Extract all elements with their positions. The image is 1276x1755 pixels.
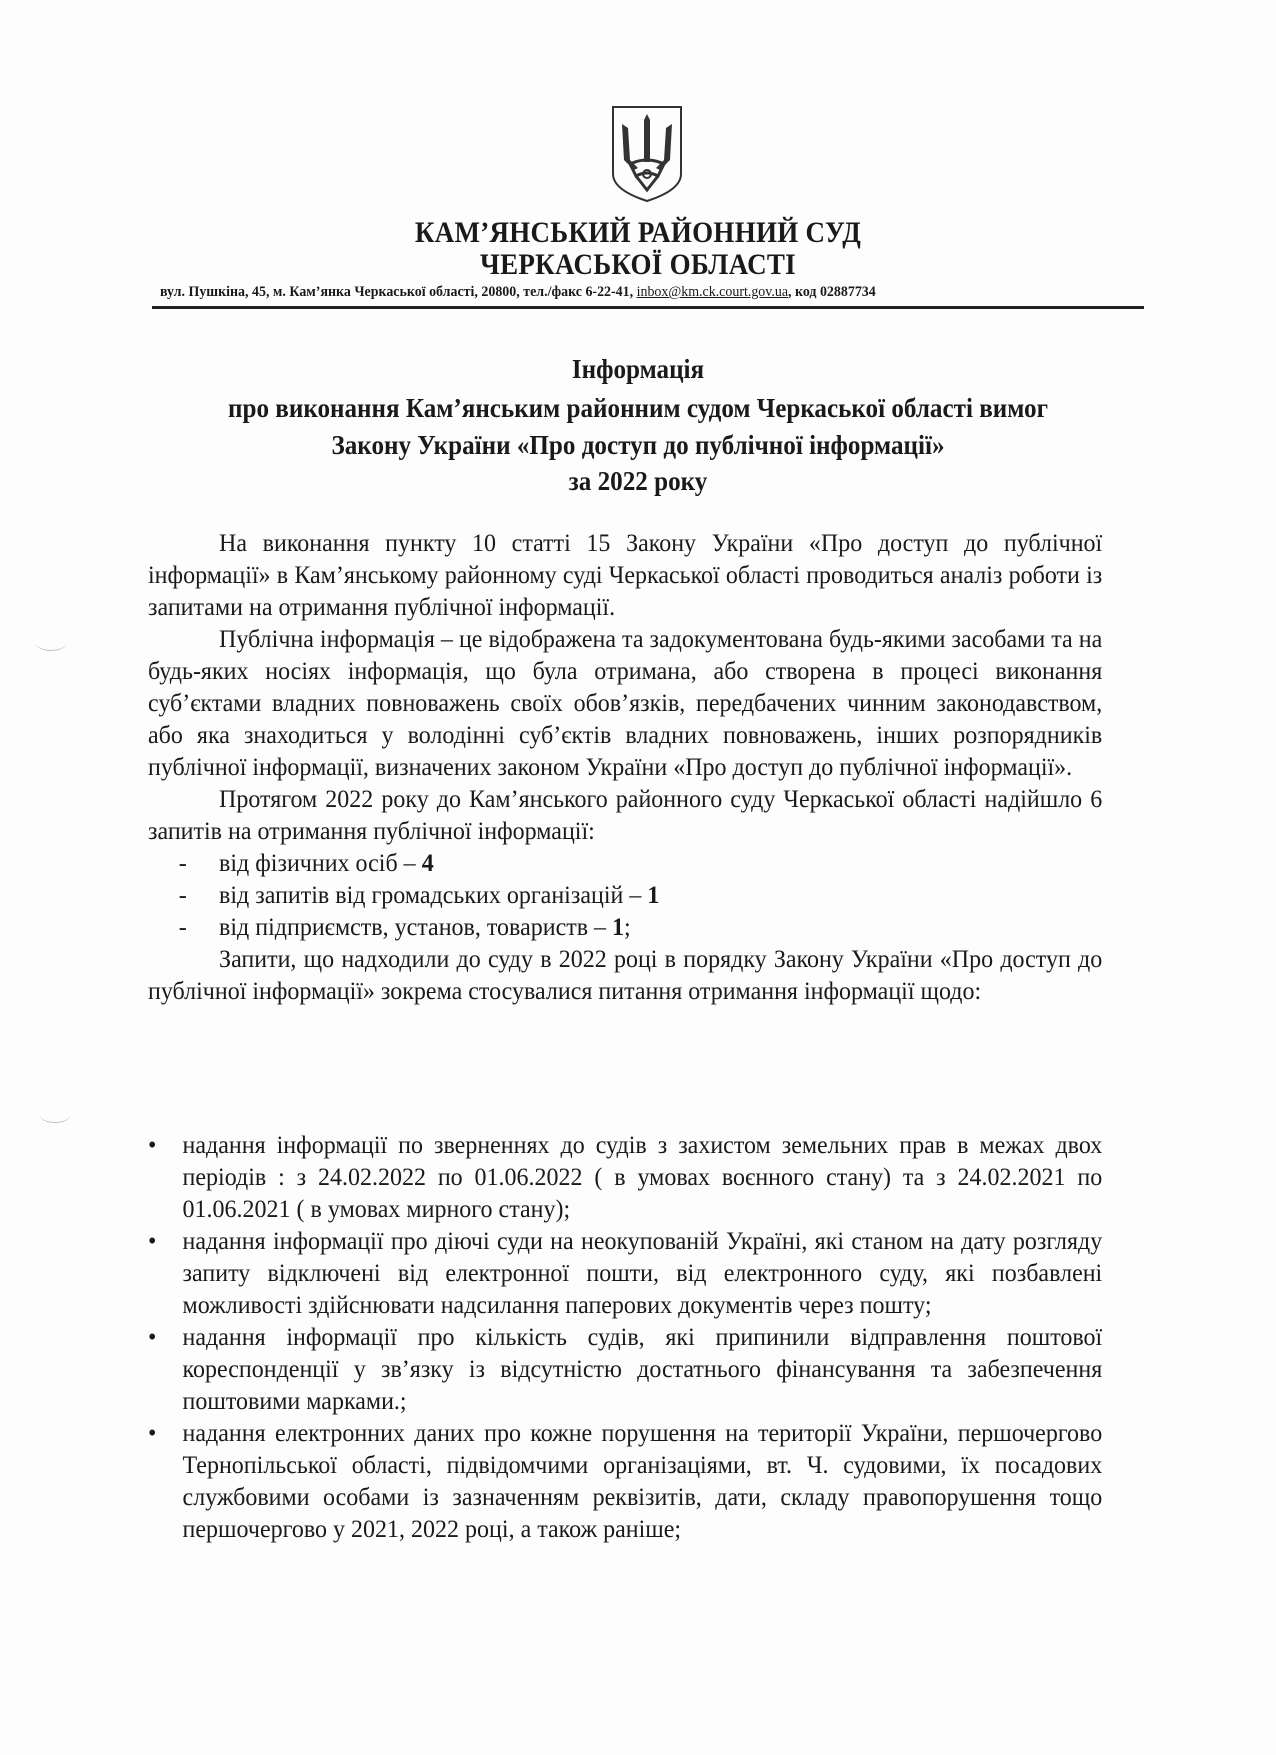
list-item: • надання інформації про діючі суди на неокупованій Україні, які станом на дату розгляду запиту відключені від електронної пошти, від електронного суду, які позбавлені можливості здійснювати надсилання паперових документів через пошту; [148,1228,1103,1319]
bullet-icon: • [148,1420,157,1447]
document-subtitle-line1: про виконання Кам’янським районним судом Черкаської області вимог [228,393,1048,423]
address-text: вул. Пушкіна, 45, м. Кам’янка Черкаської області, 20800, тел./факс 6-22-41, [160,284,634,300]
request-breakdown-list [148,848,1102,944]
topics-section [148,1130,1102,1546]
bullet-icon: • [148,1228,157,1255]
list-item: • надання електронних даних про кожне порушення на території України, першочергово Тернопільської області, підвідомчими організаціями, вт. Ч. судовими, їх посадових службовими особами із зазначенням реквізитів, дати, складу правопорушення тощо першочергово у 2021, 2022 році, а також раніше; [148,1420,1103,1543]
list-item: - від фізичних осіб – 4 [178,850,434,877]
scan-hole-mark [40,1108,70,1123]
list-item: - від запитів від громадських організацій – 1 [178,882,660,909]
document-body [148,528,1102,1008]
code-text: , код 02887734 [788,284,876,300]
paragraph-request-count: Протягом 2022 року до Кам’янського районного суду Черкаської області надійшло 6 запитів на отримання публічної інформації: [148,786,1103,845]
paragraph-topics-intro: Запити, що надходили до суду в 2022 році в порядку Закону України «Про доступ до публічної інформації» зокрема стосувалися питання отримання інформації щодо: [148,946,1103,1005]
scan-hole-mark [36,636,66,651]
header-divider [152,306,1144,309]
paragraph-definition: Публічна інформація – це відображена та задокументована будь-якими засобами та на будь-яких носіях інформація, що була отримана, або створена в процесі виконання суб’єктами владних повноважень своїх обов’язків, передбачених чинним законодавством, або яка знаходиться у володінні суб’єктів владних повноважень, інших розпорядників публічної інформації, визначених законом України «Про доступ до публічної інформації». [148,626,1103,781]
court-name-line2: ЧЕРКАСЬКОЇ ОБЛАСТІ [480,248,796,281]
court-address [160,284,1071,301]
list-item: - від підприємств, установ, товариств – 1; [178,914,631,941]
document-subtitle-line3: за 2022 року [568,466,708,496]
trident-coat-of-arms-icon [610,104,684,204]
topics-list [148,1130,1102,1546]
list-item: • надання інформації по зверненнях до судів з захистом земельних прав в межах двох періодів : з 24.02.2022 по 01.06.2022 ( в умовах воєнного стану) та з 24.02.2021 по 01.06.2021 ( в умовах мирного стану); [148,1132,1103,1223]
bullet-icon: • [148,1324,157,1351]
document-title: Інформація [571,354,705,384]
paragraph-intro: На виконання пункту 10 статті 15 Закону України «Про доступ до публічної інформації» в Кам’янському районному суді Черкаської області проводиться аналіз роботи із запитами на отримання публічної інформації. [148,530,1103,621]
email-link[interactable]: inbox@km.ck.court.gov.ua [636,284,789,300]
court-name-line1: КАМ’ЯНСЬКИЙ РАЙОННИЙ СУД [414,216,862,249]
document-subtitle-line2: Закону України «Про доступ до публічної інформації» [331,430,945,460]
list-item: • надання інформації про кількість судів, які припинили відправлення поштової кореспонденції у зв’язку із відсутністю достатнього фінансування та забезпечення поштовими марками.; [148,1324,1103,1415]
bullet-icon: • [148,1132,157,1159]
